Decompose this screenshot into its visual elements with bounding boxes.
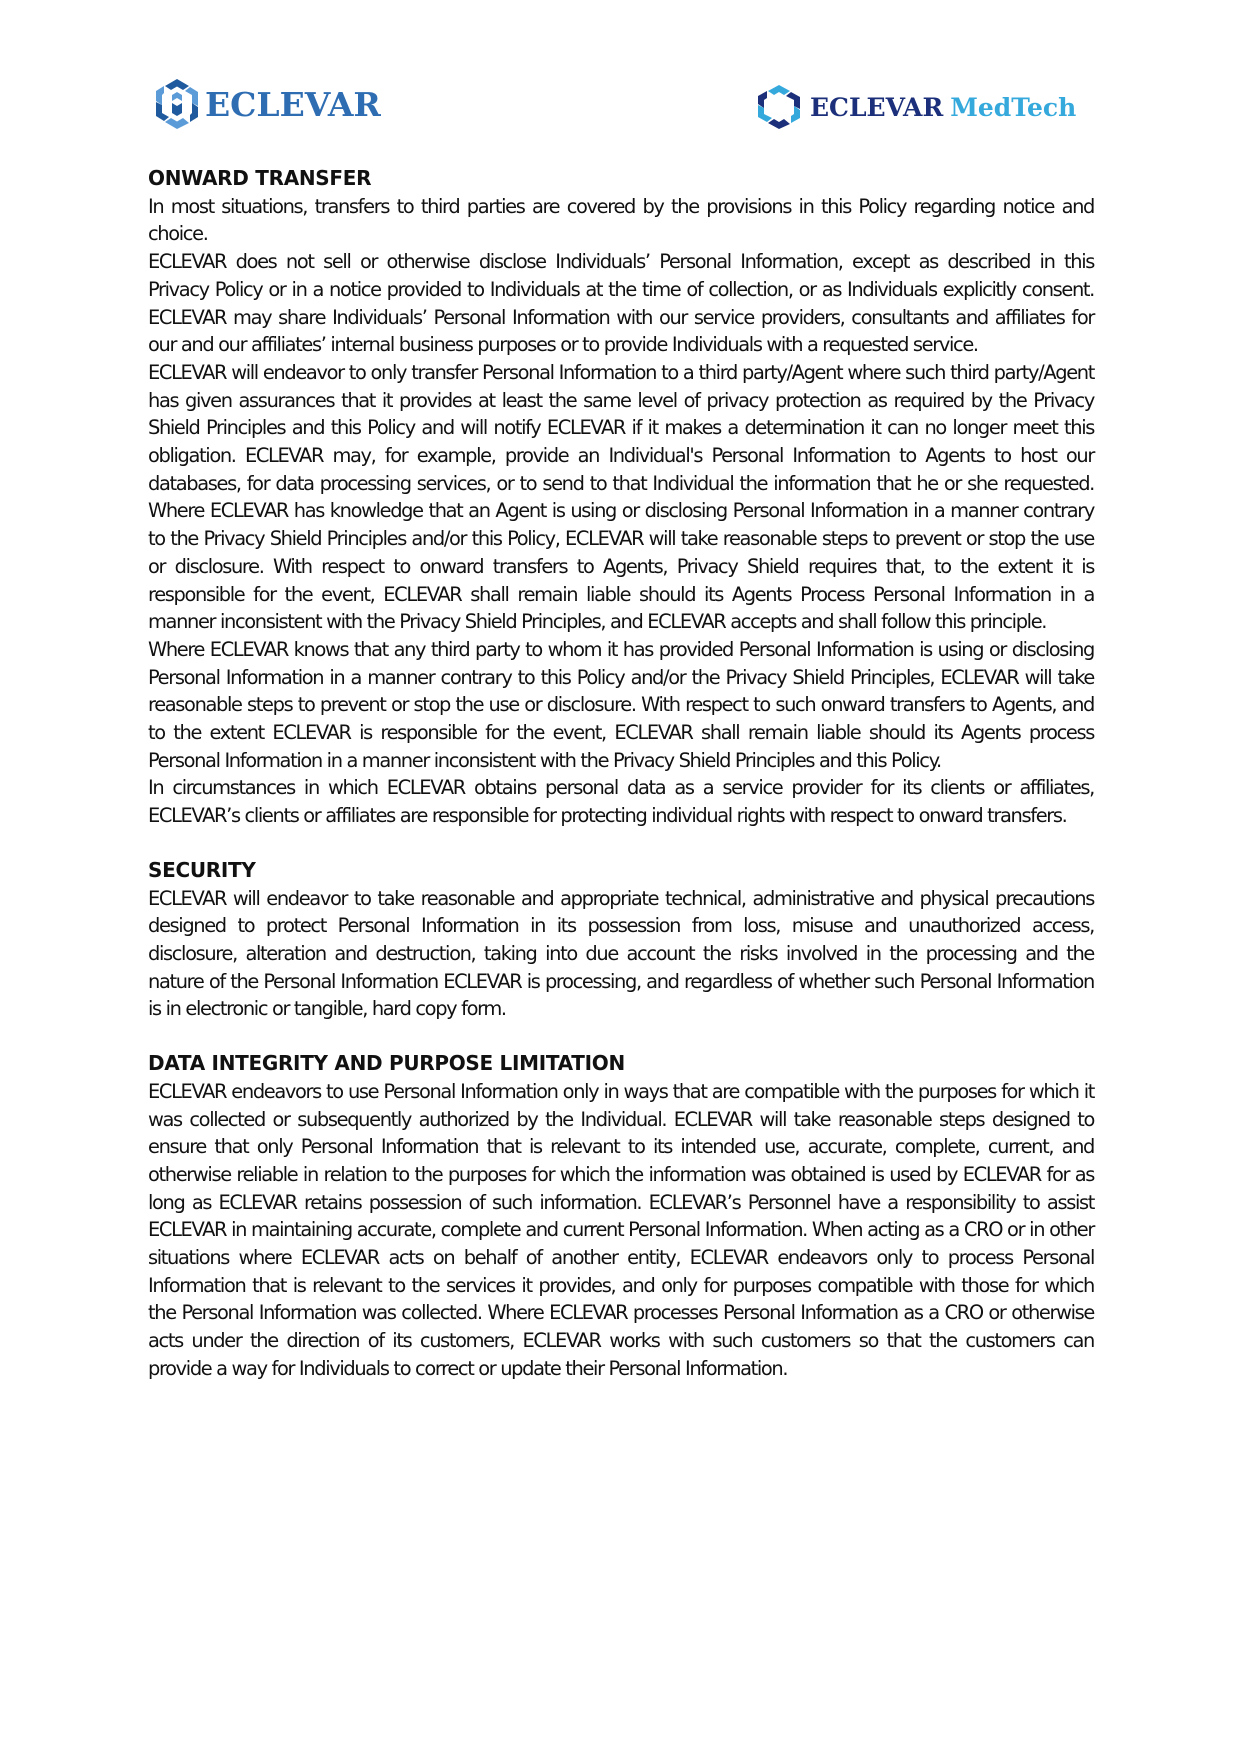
logo-brand-text: ECLEVAR — [810, 92, 944, 122]
section-data-integrity — [148, 1050, 1094, 1382]
paragraph: ECLEVAR will endeavor to only transfer Personal Information to a third party/Agent where such third party/Agent has given assurances that it provides at least the same level of privacy protection as required by the Privacy Shield Principles and this Policy and will notify ECLEVAR if it makes a determination it can no longer meet this obligation. ECLEVAR may, for example, provide an Individual's Personal Information to Agents to host our databases, for data processing services, or to send to that Individual the information that he or she requested. Where ECLEVAR has knowledge that an Agent is using or disclosing Personal Information in a manner contrary to the Privacy Shield Principles and/or this Policy, ECLEVAR will take reasonable steps to prevent or stop the use or disclosure. With respect to onward transfers to Agents, Privacy Shield requires that, to the extent it is responsible for the event, ECLEVAR shall remain liable should its Agents Process Personal Information in a manner inconsistent with the Privacy Shield Principles, and ECLEVAR accepts and shall follow this principle. — [148, 360, 1094, 634]
section-title: DATA INTEGRITY AND PURPOSE LIMITATION — [148, 1051, 625, 1076]
eclevar-hexagon-logo-icon — [154, 78, 200, 130]
paragraph: In most situations, transfers to third parties are covered by the provisions in this Policy regarding notice and choice. — [148, 194, 1094, 246]
paragraph: ECLEVAR will endeavor to take reasonable and appropriate technical, administrative and physical precautions designed to protect Personal Information in its possession from loss, misuse and unauthorized access, disclosure, alteration and destruction, taking into due account the risks involved in the processing and the nature of the Personal Information ECLEVAR is processing, and regardless of whether such Personal Information is in electronic or tangible, hard copy form. — [148, 886, 1094, 1021]
document-body — [148, 165, 1094, 1410]
paragraph: In circumstances in which ECLEVAR obtains personal data as a service provider for its clients or affiliates, ECLEVAR’s clients or affiliates are responsible for protecting individual rights with respect to onward transfers. — [148, 776, 1094, 828]
paragraph: ECLEVAR does not sell or otherwise disclose Individuals’ Personal Information, except as described in this Privacy Policy or in a notice provided to Individuals at the time of collection, or as Individuals explicitly consent. ECLEVAR may share Individuals’ Personal Information with our service providers, consultants and affiliates for our and our affiliates’ internal business purposes or to provide Individuals with a requested service. — [148, 250, 1094, 357]
eclevar-medtech-hexagon-logo-icon — [756, 84, 802, 130]
paragraph: ECLEVAR endeavors to use Personal Information only in ways that are compatible with the purposes for which it was collected or subsequently authorized by the Individual. ECLEVAR will take reasonable steps designed to ensure that only Personal Information that is relevant to its intended use, accurate, complete, current, and otherwise reliable in relation to the purposes for which the information was obtained is used by ECLEVAR for as long as ECLEVAR retains possession of such information. ECLEVAR’s Personnel have a responsibility to assist ECLEVAR in maintaining accurate, complete and current Personal Information. When acting as a CRO or in other situations where ECLEVAR acts on behalf of another entity, ECLEVAR endeavors only to process Personal Information that is relevant to the services it provides, and only for purposes compatible with those for which the Personal Information was collected. Where ECLEVAR processes Personal Information as a CRO or otherwise acts under the direction of its customers, ECLEVAR works with such customers so that the customers can provide a way for Individuals to correct or update their Personal Information. — [148, 1079, 1094, 1380]
section-title: ONWARD TRANSFER — [148, 166, 372, 190]
section-security — [148, 857, 1094, 1023]
eclevar-logo-text: ECLEVAR — [205, 84, 381, 124]
paragraph: Where ECLEVAR knows that any third party to whom it has provided Personal Information is using or disclosing Personal Information in a manner contrary to this Policy and/or the Privacy Shield Principles, ECLEVAR will take reasonable steps to prevent or stop the use or disclosure. With respect to such onward transfers to Agents, and to the extent ECLEVAR is responsible for the event, ECLEVAR shall remain liable should its Agents process Personal Information in a manner inconsistent with the Privacy Shield Principles and this Policy. — [148, 637, 1094, 772]
eclevar-logo — [154, 78, 381, 130]
eclevar-medtech-logo — [756, 84, 1076, 130]
section-onward-transfer — [148, 165, 1094, 830]
logo-sub-text: MedTech — [950, 92, 1077, 122]
eclevar-medtech-logo-text — [810, 93, 1076, 122]
section-title: SECURITY — [148, 857, 256, 882]
page-header — [0, 0, 1240, 150]
